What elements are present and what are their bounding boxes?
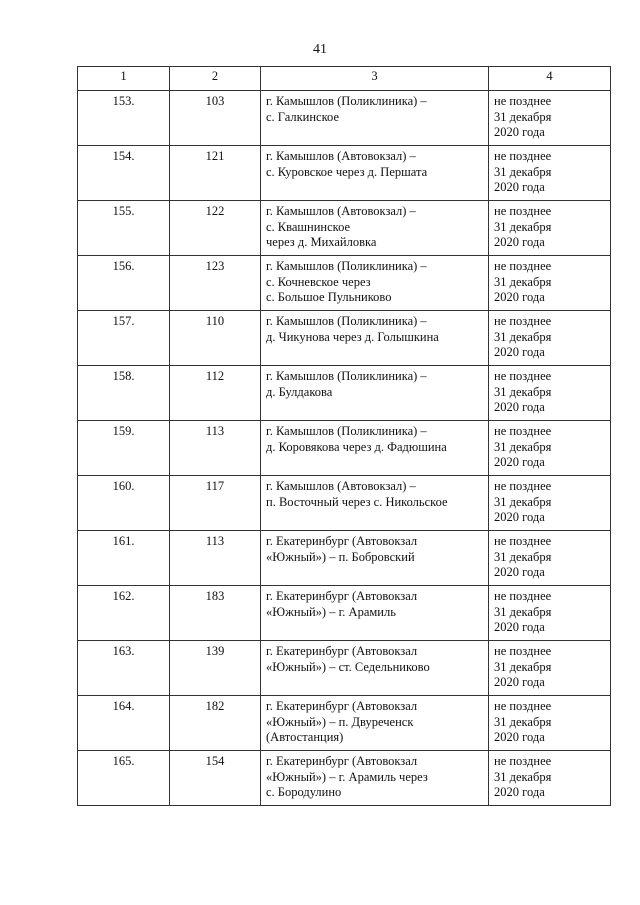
route-name-line: г. Камышлов (Автовокзал) – bbox=[266, 204, 416, 218]
route-name-line: «Южный») – г. Арамиль bbox=[266, 604, 396, 619]
deadline-line: 2020 года bbox=[494, 345, 545, 359]
header-cell-4: 4 bbox=[489, 67, 611, 91]
deadline-line: 31 декабря bbox=[494, 164, 552, 179]
page-number: 41 bbox=[313, 42, 327, 57]
deadline-cell bbox=[489, 696, 611, 751]
route-name-line: п. Восточный через с. Никольское bbox=[266, 494, 448, 509]
table-row bbox=[78, 641, 611, 696]
deadline-line: не позднее bbox=[494, 204, 552, 218]
route-number-cell: 182 bbox=[170, 696, 261, 751]
table-row bbox=[78, 201, 611, 256]
row-number-cell: 164. bbox=[78, 696, 170, 751]
deadline-line: 2020 года bbox=[494, 730, 545, 744]
header-cell-3: 3 bbox=[261, 67, 489, 91]
deadline-cell bbox=[489, 201, 611, 256]
deadline-line: 31 декабря bbox=[494, 714, 552, 729]
route-name-line: с. Бородулино bbox=[266, 785, 342, 799]
deadline-line: 2020 года bbox=[494, 400, 545, 414]
route-number-cell: 103 bbox=[170, 91, 261, 146]
deadline-line: 2020 года bbox=[494, 180, 545, 194]
deadline-line: 31 декабря bbox=[494, 439, 552, 454]
deadline-line: не позднее bbox=[494, 754, 552, 768]
deadline-line: 2020 года bbox=[494, 455, 545, 469]
deadline-line: 2020 года bbox=[494, 125, 545, 139]
header-row bbox=[78, 67, 611, 91]
route-name-cell bbox=[261, 696, 489, 751]
deadline-line: 31 декабря bbox=[494, 549, 552, 564]
route-name-cell bbox=[261, 476, 489, 531]
deadline-line: 31 декабря bbox=[494, 604, 552, 619]
route-name-line: г. Камышлов (Поликлиника) – bbox=[266, 424, 427, 438]
row-number-cell: 165. bbox=[78, 751, 170, 806]
deadline-line: не позднее bbox=[494, 589, 552, 603]
route-name-cell bbox=[261, 586, 489, 641]
deadline-line: не позднее bbox=[494, 479, 552, 493]
row-number-cell: 153. bbox=[78, 91, 170, 146]
deadline-line: 31 декабря bbox=[494, 274, 552, 289]
route-number-cell: 139 bbox=[170, 641, 261, 696]
route-name-line: г. Камышлов (Автовокзал) – bbox=[266, 149, 416, 163]
route-name-cell bbox=[261, 531, 489, 586]
deadline-cell bbox=[489, 311, 611, 366]
deadline-cell bbox=[489, 751, 611, 806]
table-row bbox=[78, 366, 611, 421]
route-name-line: г. Камышлов (Поликлиника) – bbox=[266, 369, 427, 383]
route-name-line: г. Камышлов (Поликлиника) – bbox=[266, 314, 427, 328]
route-number-cell: 121 bbox=[170, 146, 261, 201]
table-row bbox=[78, 91, 611, 146]
deadline-line: не позднее bbox=[494, 369, 552, 383]
deadline-line: 2020 года bbox=[494, 785, 545, 799]
routes-table bbox=[77, 66, 611, 806]
table-row bbox=[78, 696, 611, 751]
deadline-line: 31 декабря bbox=[494, 769, 552, 784]
deadline-line: не позднее bbox=[494, 644, 552, 658]
route-number-cell: 113 bbox=[170, 531, 261, 586]
route-number-cell: 110 bbox=[170, 311, 261, 366]
deadline-line: не позднее bbox=[494, 424, 552, 438]
deadline-line: не позднее bbox=[494, 94, 552, 108]
route-name-line: д. Коровякова через д. Фадюшина bbox=[266, 439, 447, 454]
route-name-cell bbox=[261, 366, 489, 421]
deadline-line: не позднее bbox=[494, 149, 552, 163]
deadline-line: не позднее bbox=[494, 314, 552, 328]
route-name-line: г. Екатеринбург (Автовокзал bbox=[266, 754, 418, 768]
route-name-line: д. Чикунова через д. Голышкина bbox=[266, 329, 439, 344]
route-name-line: с. Большое Пульниково bbox=[266, 290, 392, 304]
route-name-line: с. Кочневское через bbox=[266, 274, 371, 289]
row-number-cell: 161. bbox=[78, 531, 170, 586]
deadline-line: 31 декабря bbox=[494, 219, 552, 234]
deadline-line: 31 декабря bbox=[494, 384, 552, 399]
header-cell-1: 1 bbox=[78, 67, 170, 91]
route-name-line: г. Камышлов (Поликлиника) – bbox=[266, 94, 427, 108]
route-name-cell bbox=[261, 146, 489, 201]
deadline-cell bbox=[489, 476, 611, 531]
row-number-cell: 162. bbox=[78, 586, 170, 641]
route-number-cell: 154 bbox=[170, 751, 261, 806]
table-row bbox=[78, 256, 611, 311]
table-row bbox=[78, 421, 611, 476]
route-number-cell: 183 bbox=[170, 586, 261, 641]
route-name-cell bbox=[261, 751, 489, 806]
route-number-cell: 117 bbox=[170, 476, 261, 531]
deadline-line: не позднее bbox=[494, 699, 552, 713]
route-name-line: г. Камышлов (Поликлиника) – bbox=[266, 259, 427, 273]
deadline-line: 2020 года bbox=[494, 290, 545, 304]
route-name-line: «Южный») – п. Двуреченск bbox=[266, 714, 414, 729]
deadline-cell bbox=[489, 421, 611, 476]
table-row bbox=[78, 531, 611, 586]
route-name-line: с. Квашнинское bbox=[266, 219, 351, 234]
deadline-line: 2020 года bbox=[494, 510, 545, 524]
deadline-cell bbox=[489, 146, 611, 201]
route-name-line: г. Екатеринбург (Автовокзал bbox=[266, 644, 418, 658]
route-name-line: «Южный») – ст. Седельниково bbox=[266, 659, 430, 674]
deadline-line: 31 декабря bbox=[494, 329, 552, 344]
row-number-cell: 155. bbox=[78, 201, 170, 256]
row-number-cell: 159. bbox=[78, 421, 170, 476]
deadline-line: не позднее bbox=[494, 259, 552, 273]
route-name-line: д. Булдакова bbox=[266, 384, 333, 399]
deadline-line: 2020 года bbox=[494, 565, 545, 579]
deadline-line: 2020 года bbox=[494, 620, 545, 634]
route-name-line: «Южный») – п. Бобровский bbox=[266, 549, 415, 564]
route-name-line: «Южный») – г. Арамиль через bbox=[266, 769, 428, 784]
route-name-cell bbox=[261, 641, 489, 696]
table-row bbox=[78, 476, 611, 531]
route-name-line: г. Екатеринбург (Автовокзал bbox=[266, 589, 418, 603]
deadline-cell bbox=[489, 531, 611, 586]
deadline-line: 31 декабря bbox=[494, 109, 552, 124]
route-name-line: через д. Михайловка bbox=[266, 235, 377, 249]
route-name-cell bbox=[261, 201, 489, 256]
route-name-cell bbox=[261, 91, 489, 146]
row-number-cell: 158. bbox=[78, 366, 170, 421]
row-number-cell: 163. bbox=[78, 641, 170, 696]
route-name-line: г. Екатеринбург (Автовокзал bbox=[266, 534, 418, 548]
deadline-cell bbox=[489, 586, 611, 641]
route-name-cell bbox=[261, 311, 489, 366]
route-number-cell: 122 bbox=[170, 201, 261, 256]
row-number-cell: 160. bbox=[78, 476, 170, 531]
deadline-cell bbox=[489, 641, 611, 696]
deadline-line: 31 декабря bbox=[494, 659, 552, 674]
route-name-cell bbox=[261, 421, 489, 476]
route-name-line: г. Екатеринбург (Автовокзал bbox=[266, 699, 418, 713]
header-cell-2: 2 bbox=[170, 67, 261, 91]
route-name-line: с. Галкинское bbox=[266, 109, 339, 124]
deadline-cell bbox=[489, 91, 611, 146]
table-row bbox=[78, 586, 611, 641]
route-name-cell bbox=[261, 256, 489, 311]
route-number-cell: 123 bbox=[170, 256, 261, 311]
deadline-line: не позднее bbox=[494, 534, 552, 548]
row-number-cell: 156. bbox=[78, 256, 170, 311]
table-row bbox=[78, 146, 611, 201]
route-name-line: с. Куровское через д. Першата bbox=[266, 164, 428, 179]
table-body bbox=[78, 91, 611, 806]
table-row bbox=[78, 751, 611, 806]
table-row bbox=[78, 311, 611, 366]
route-name-line: г. Камышлов (Автовокзал) – bbox=[266, 479, 416, 493]
deadline-line: 2020 года bbox=[494, 675, 545, 689]
row-number-cell: 157. bbox=[78, 311, 170, 366]
route-number-cell: 113 bbox=[170, 421, 261, 476]
route-name-line: (Автостанция) bbox=[266, 730, 344, 744]
deadline-line: 31 декабря bbox=[494, 494, 552, 509]
deadline-cell bbox=[489, 366, 611, 421]
deadline-line: 2020 года bbox=[494, 235, 545, 249]
row-number-cell: 154. bbox=[78, 146, 170, 201]
route-number-cell: 112 bbox=[170, 366, 261, 421]
deadline-cell bbox=[489, 256, 611, 311]
